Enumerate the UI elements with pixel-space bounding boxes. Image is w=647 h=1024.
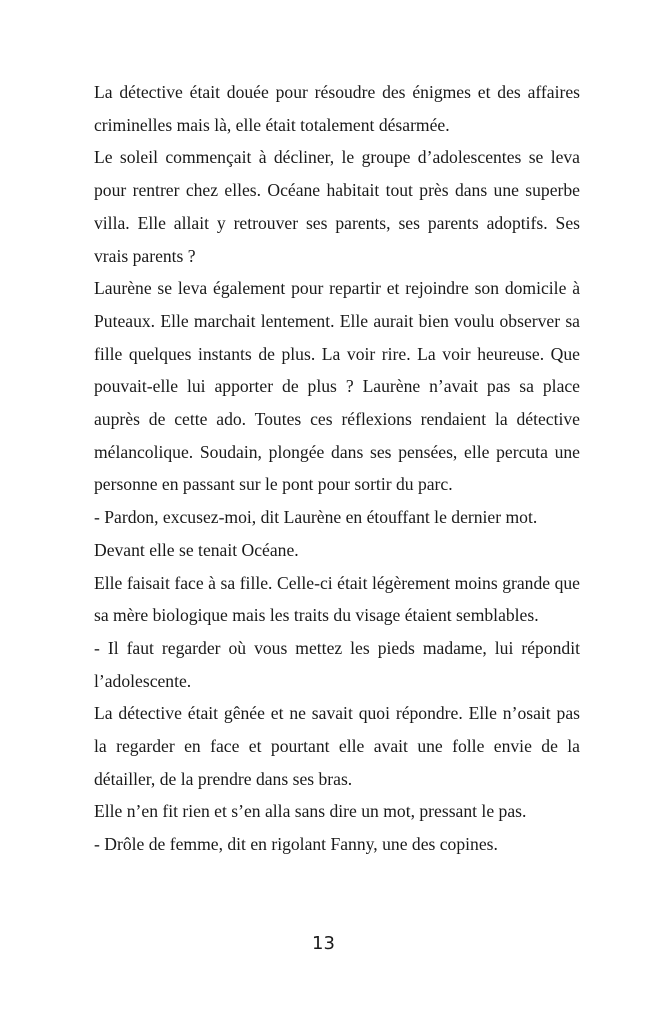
paragraph: Elle faisait face à sa fille. Celle-ci était légèrement moins grande que sa mère biologique mais les traits du visage étaient semblables.: [94, 572, 580, 626]
paragraph: Devant elle se tenait Océane.: [94, 539, 299, 560]
paragraph: - Drôle de femme, dit en rigolant Fanny, une des copines.: [94, 834, 498, 855]
paragraph: La détective était douée pour résoudre des énigmes et des affaires criminelles mais là, elle était totalement désarmée.: [94, 82, 580, 135]
paragraph: Elle n’en fit rien et s’en alla sans dire un mot, pressant le pas.: [94, 801, 527, 822]
body-text: [94, 76, 580, 861]
paragraph: La détective était gênée et ne savait quoi répondre. Elle n’osait pas la regarder en face et pourtant elle avait une folle envie de la détailler, de la prendre dans ses bras.: [94, 703, 580, 789]
paragraph: - Il faut regarder où vous mettez les pieds madame, lui répondit l’adolescente.: [94, 637, 580, 691]
paragraph: - Pardon, excusez-moi, dit Laurène en étouffant le dernier mot.: [94, 507, 538, 528]
paragraph: Le soleil commençait à décliner, le groupe d’adolescentes se leva pour rentrer chez elles. Océane habitait tout près dans une superbe villa. Elle allait y retrouver ses parents, ses parents adoptifs. Ses vrais parents ?: [94, 147, 580, 266]
paragraph: Laurène se leva également pour repartir et rejoindre son domicile à Puteaux. Elle marchait lentement. Elle aurait bien voulu observer sa fille quelques instants de plus. La voir rire. La voir heureuse. Que pouvait-elle lui apporter de plus ? Laurène n’avait pas sa place auprès de cette ado. Toutes ces réflexions rendaient la détective mélancolique. Soudain, plongée dans ses pensées, elle percuta une personne en passant sur le pont pour sortir du parc.: [94, 278, 580, 495]
page-number: 13: [312, 933, 335, 954]
